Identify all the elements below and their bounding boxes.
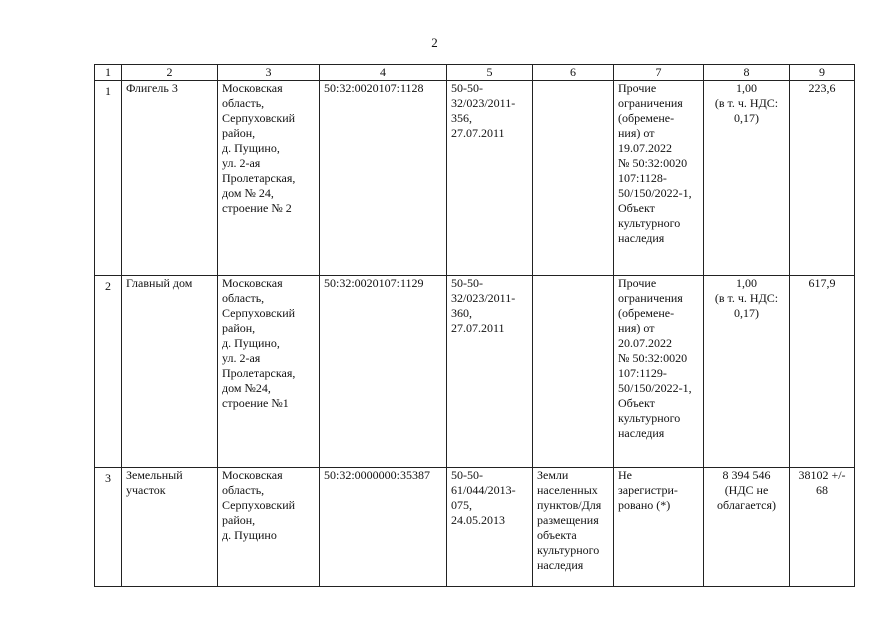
property-table — [94, 64, 855, 587]
object-name: Земельный участок — [122, 468, 218, 587]
land-category — [533, 276, 614, 468]
header-col-2: 2 — [122, 65, 218, 81]
row-number: 1 — [95, 81, 122, 276]
cadastral-number: 50:32:0020107:1129 — [320, 276, 447, 468]
header-col-7: 7 — [614, 65, 704, 81]
registration-record: 50-50- 32/023/2011- 356, 27.07.2011 — [447, 81, 533, 276]
registration-record: 50-50- 61/044/2013- 075, 24.05.2013 — [447, 468, 533, 587]
price: 1,00 (в т. ч. НДС: 0,17) — [704, 276, 790, 468]
header-col-4: 4 — [320, 65, 447, 81]
table-row — [95, 468, 855, 587]
header-col-3: 3 — [218, 65, 320, 81]
price: 8 394 546 (НДС не облагается) — [704, 468, 790, 587]
header-col-8: 8 — [704, 65, 790, 81]
area: 38102 +/- 68 — [790, 468, 855, 587]
restrictions: Прочие ограничения (обремене- ния) от 20.07.2022 № 50:32:0020 107:1129- 50/150/2022-1, Объект культурного наследия — [614, 276, 704, 468]
header-col-9: 9 — [790, 65, 855, 81]
registration-record: 50-50- 32/023/2011- 360, 27.07.2011 — [447, 276, 533, 468]
object-address: Московская область, Серпуховский район, д. Пущино, ул. 2-ая Пролетарская, дом № 24, строение № 2 — [218, 81, 320, 276]
cadastral-number: 50:32:0020107:1128 — [320, 81, 447, 276]
object-address: Московская область, Серпуховский район, д. Пущино — [218, 468, 320, 587]
page-number: 2 — [431, 35, 438, 50]
restrictions: Не зарегистри- ровано (*) — [614, 468, 704, 587]
land-category: Земли населенных пунктов/Для размещения объекта культурного наследия — [533, 468, 614, 587]
header-row — [95, 65, 855, 81]
header-col-1: 1 — [95, 65, 122, 81]
area: 617,9 — [790, 276, 855, 468]
row-number: 3 — [95, 468, 122, 587]
table-row — [95, 276, 855, 468]
cadastral-number: 50:32:0000000:35387 — [320, 468, 447, 587]
price: 1,00 (в т. ч. НДС: 0,17) — [704, 81, 790, 276]
header-col-6: 6 — [533, 65, 614, 81]
row-number: 2 — [95, 276, 122, 468]
restrictions: Прочие ограничения (обремене- ния) от 19.07.2022 № 50:32:0020 107:1128- 50/150/2022-1, Объект культурного наследия — [614, 81, 704, 276]
header-col-5: 5 — [447, 65, 533, 81]
object-address: Московская область, Серпуховский район, д. Пущино, ул. 2-ая Пролетарская, дом №24, строение №1 — [218, 276, 320, 468]
land-category — [533, 81, 614, 276]
object-name: Главный дом — [122, 276, 218, 468]
object-name: Флигель 3 — [122, 81, 218, 276]
area: 223,6 — [790, 81, 855, 276]
table-row — [95, 81, 855, 276]
